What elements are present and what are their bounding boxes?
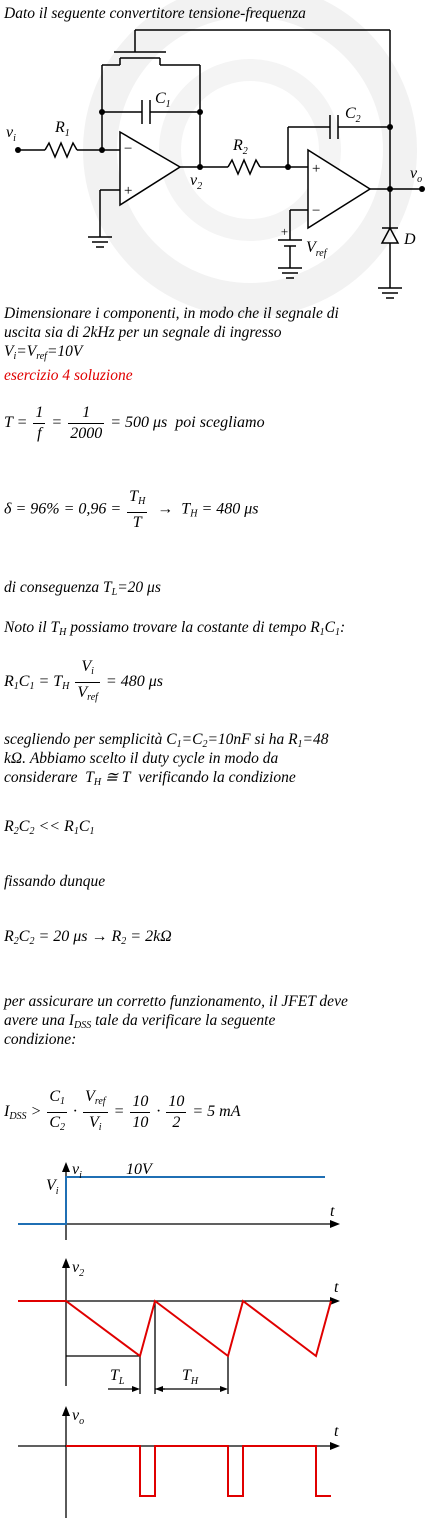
intro-text: Dato il seguente convertitore tensione-frequenza <box>4 5 306 22</box>
v2-label: $v_2$ <box>190 172 203 192</box>
diode-label: D <box>404 231 416 248</box>
r2-label: $R_2$ <box>233 137 248 157</box>
g1-xlabel: t <box>330 1203 335 1220</box>
vo-waveform <box>66 1446 331 1496</box>
vi-label: $v_i$ <box>6 124 16 144</box>
equation-condition: $R_2C_2 << R_1C_1$ <box>4 818 95 837</box>
tl-label: $T_L$ <box>110 1367 125 1387</box>
g1-value-label: 10V <box>126 1161 152 1178</box>
c2-label: $C_2$ <box>345 105 361 125</box>
g3-ylabel: $v_o$ <box>72 1407 85 1427</box>
opamp1-plus: + <box>123 183 134 199</box>
equation-time-constant: $R_1C_1 = T_H$ $\frac{V_i}{V_{ref}}$ = 480 μs <box>4 658 163 703</box>
g1-ylabel: $v_i$ <box>72 1161 82 1181</box>
vo-label: $v_o$ <box>410 165 423 185</box>
g3-xlabel: t <box>334 1423 339 1440</box>
solution-title: esercizio 4 soluzione <box>4 367 133 384</box>
paragraph-choice: scegliendo per semplicità $C_1=C_2=10nF$ si ha $R_1=48$ kΩ. Abbiamo scelto il duty cycle in modo da considerare $T_H$ ≅ T verificando la condizione <box>4 731 329 788</box>
equation-idss: $I_{DSS}$ > $\frac{C_1}{C_2}$ · $\frac{V_{ref}}{V_i}$ = $\frac{10}{10}$ · $\frac{10}{2}$ = 5 mA <box>4 1088 241 1133</box>
g2-ylabel: $v_2$ <box>72 1259 85 1279</box>
g1-level-label: $V_i$ <box>46 1177 59 1197</box>
g2-xlabel: t <box>334 1279 339 1296</box>
c1-label: $C_1$ <box>155 90 171 110</box>
text-noto: Noto il $T_H$ possiamo trovare la costante di tempo $R_1C_1$: <box>4 619 346 638</box>
r1-label: $R_1$ <box>55 119 70 139</box>
equation-r2: $R_2C_2 = 20$ $\mu s \to R_2 = 2k\Omega$ <box>4 928 172 947</box>
vref-label: $V_{ref}$ <box>306 239 327 259</box>
paragraph-jfet: per assicurare un corretto funzionamento, il JFET deve avere una $I_{DSS}$ tale da verificare la seguente condizione: <box>4 993 348 1048</box>
equation-duty-cycle: δ = 96% = 0,96 = $\frac{T_H}{T}$ → $T_H = 480$ μs <box>4 488 259 531</box>
graph-vi <box>0 1160 444 1260</box>
v2-waveform <box>18 1301 331 1356</box>
vi-waveform <box>18 1177 325 1224</box>
opamp2-plus: + <box>311 161 322 177</box>
equation-period: T = $\frac{1}{f}$ = $\frac{1}{2000}$ = 500 μs poi scegliamo <box>4 404 265 442</box>
th-label: $T_H$ <box>182 1367 199 1387</box>
opamp1-minus: − <box>123 141 134 157</box>
vref-plus: + <box>280 224 289 239</box>
opamp2-minus: − <box>311 203 322 219</box>
graph-vo <box>0 1404 444 1520</box>
circuit-diagram <box>0 0 444 310</box>
problem-text: Dimensionare i componenti, in modo che il segnale di uscita sia di 2kHz per un segnale di ingresso $V_i=V_{ref}=10V$ <box>4 305 339 362</box>
text-tl: di conseguenza $T_L=20$ μs <box>4 579 161 598</box>
graph-v2 <box>0 1256 444 1406</box>
text-fissando: fissando dunque <box>4 873 106 890</box>
